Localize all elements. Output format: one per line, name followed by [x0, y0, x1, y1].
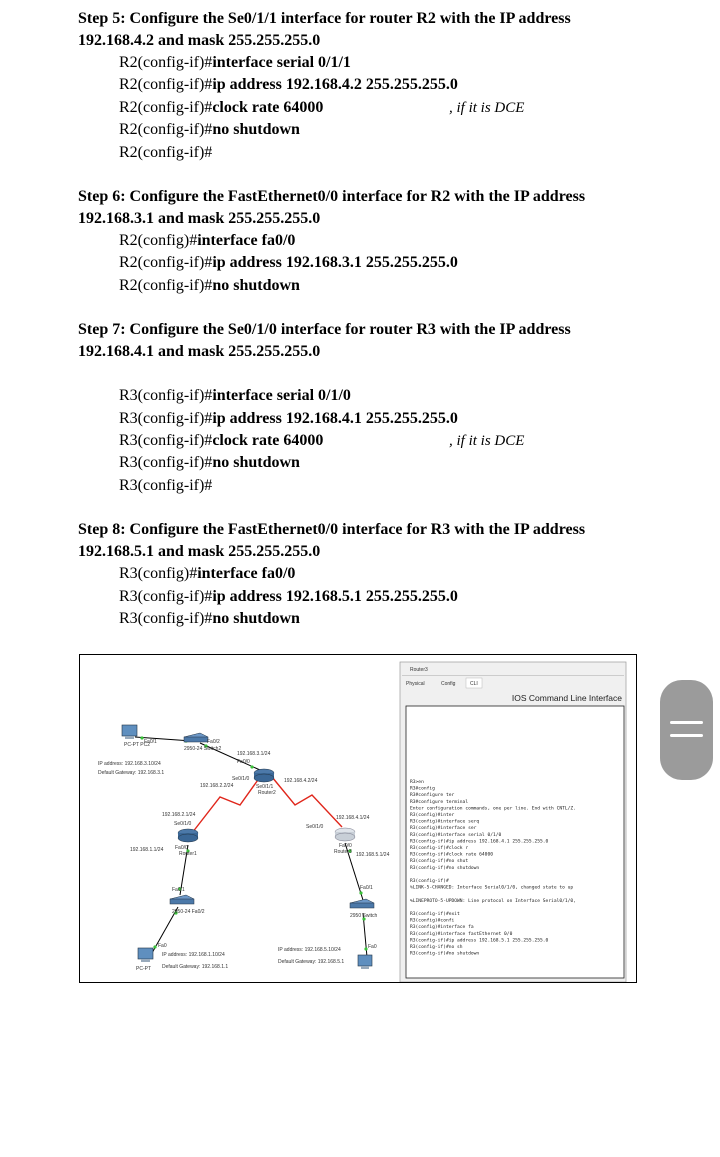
command-line: R3(config-if)#no shutdown: [119, 610, 300, 628]
tab-physical[interactable]: Physical: [406, 681, 425, 687]
cli-line: R3(config-if)#clock r: [410, 846, 469, 851]
command-line: R2(config-if)#ip address 192.168.4.2 255.255.255.0: [119, 76, 458, 94]
label: PC-PT PC2: [124, 742, 151, 748]
cli-window: [400, 662, 626, 982]
switch1-icon: [170, 895, 194, 904]
cli-line: R3(config-if)#no shutdown: [410, 951, 480, 957]
cli-panel-title: IOS Command Line Interface: [511, 693, 622, 703]
cli-line: R3(config-if)#ip address 192.168.5.1 255.255.255.0: [410, 938, 549, 944]
command-line: R3(config-if)#ip address 192.168.4.1 255.255.255.0: [119, 409, 458, 427]
command-line: R2(config-if)#: [119, 143, 213, 161]
cli-line: R3#config: [410, 786, 435, 792]
pc1-icon: [138, 948, 153, 962]
topology-diagram: [80, 655, 636, 982]
serial-link-r2-r3: [272, 777, 342, 827]
label: Default Gateway: 192.168.5.1: [278, 959, 345, 965]
cli-line: R3#configure terminal: [410, 799, 469, 805]
label: Fa0/0: [237, 759, 250, 765]
window-title: Router3: [410, 667, 428, 673]
command-line: R3(config)#interface fa0/0: [119, 565, 296, 583]
switch2-icon: [184, 733, 208, 742]
command-line: R2(config)#interface fa0/0: [119, 232, 296, 250]
label: 192.168.2.1/24: [162, 812, 196, 818]
command-line: R2(config-if)#ip address 192.168.3.1 255.255.255.0: [119, 254, 458, 272]
drag-handle-icon[interactable]: [660, 680, 713, 780]
pc2-icon: [122, 725, 137, 739]
cli-line: R3(config)#interface fa: [410, 925, 474, 931]
label: Router1: [179, 851, 197, 857]
step-heading: Step 6: Configure the FastEthernet0/0 interface for R2 with the IP address 192.168.3.1 and mask 255.255.255.0: [78, 188, 586, 228]
cli-line: R3(config)#inter: [410, 813, 455, 818]
command-line: R3(config-if)#: [119, 476, 213, 494]
label: Se0/1/1: [256, 784, 274, 790]
command-line: R2(config-if)#no shutdown: [119, 276, 300, 294]
command-line: R3(config-if)#interface serial 0/1/0: [119, 387, 351, 405]
label: Fa0: [158, 943, 167, 949]
label: Router3: [334, 849, 352, 855]
cli-line: R3>en: [410, 780, 424, 785]
label: Default Gateway: 192.168.1.1: [162, 964, 229, 970]
command-line: R3(config-if)#no shutdown: [119, 454, 300, 472]
cli-line: R3(config)#interface serial 0/1/0: [410, 832, 502, 838]
command-line: R3(config-if)#clock rate 64000 , if it is DCE: [78, 430, 638, 452]
step-heading: Step 8: Configure the FastEthernet0/0 interface for R3 with the IP address 192.168.5.1 and mask 255.255.255.0: [78, 521, 586, 561]
label: PC-PT: [136, 966, 151, 972]
label: 192.168.4.2/24: [284, 778, 318, 784]
cli-line: R3(config-if)#no shut: [410, 859, 469, 865]
command-line: R2(config-if)#clock rate 64000 , if it is DCE: [78, 97, 638, 119]
dce-note: , if it is DCE: [449, 433, 525, 450]
cli-line: R3#configure ter: [410, 793, 455, 799]
label: 192.168.2.2/24: [200, 783, 234, 789]
cli-line: R3(config-if)#no shutdown: [410, 865, 480, 871]
cli-line: R3(config)#confi: [410, 918, 455, 924]
cli-line: R3(config-if)#: [410, 879, 449, 884]
label: IP address: 192.168.1.10/24: [162, 952, 225, 958]
step-heading: Step 5: Configure the Se0/1/1 interface for router R2 with the IP address 192.168.4.2 and mask 255.255.255.0: [78, 10, 571, 49]
label: 192.168.5.1/24: [356, 852, 390, 858]
step-7: [78, 319, 638, 497]
cli-line: R3(config-if)#exit: [410, 912, 460, 917]
cli-line: R3(config-if)#clock rate 64000: [410, 852, 493, 858]
label: Fa0/2: [207, 739, 220, 745]
label: Fa0: [368, 944, 377, 950]
cli-line: R3(config)#interface fastEthernet 0/0: [410, 931, 513, 937]
label: Se0/1/0: [174, 821, 192, 827]
network-figure: [79, 654, 637, 983]
tab-config[interactable]: Config: [441, 681, 456, 687]
command-line: R2(config-if)#interface serial 0/1/1: [119, 54, 351, 71]
label: Se0/1/0: [306, 824, 324, 830]
label: 192.168.1.1/24: [130, 847, 164, 853]
label: 2950-24 Fa0/2: [172, 909, 205, 915]
pc3-icon: [358, 955, 372, 969]
label: Fa0/0: [175, 845, 188, 851]
cli-line: Enter configuration commands, one per line. End with CNTL/Z.: [410, 806, 576, 812]
label: IP address: 192.168.3.10/24: [98, 761, 161, 767]
router3-icon: [335, 828, 355, 841]
step-6: [78, 186, 638, 297]
dce-note: , if it is DCE: [449, 99, 525, 116]
label: 2950-24 Switch2: [184, 746, 222, 752]
cli-line: R3(config)#interface ser: [410, 826, 477, 832]
step-heading: Step 7: Configure the Se0/1/0 interface for router R3 with the IP address 192.168.4.1 and mask 255.255.255.0: [78, 321, 571, 361]
label: 2950 Switch: [350, 913, 378, 919]
label: 192.168.4.1/24: [336, 815, 370, 821]
switch3-icon: [350, 899, 374, 908]
label: Router2: [258, 790, 276, 796]
label: Fa0/1: [172, 887, 185, 893]
document-body: [78, 8, 638, 631]
label: Fa0/0: [339, 843, 352, 849]
cli-line: R3(config-if)#no sh: [410, 945, 463, 950]
cli-line: %LINEPROTO-5-UPDOWN: Line protocol on Interface Serial0/1/0,: [410, 898, 576, 904]
label: Fa0/1: [144, 739, 157, 745]
tab-cli[interactable]: CLI: [470, 681, 478, 687]
router2-icon: [254, 769, 274, 782]
command-line: R2(config-if)#no shutdown: [119, 121, 300, 139]
cli-line: R3(config-if)#ip address 192.168.4.1 255.255.255.0: [410, 839, 549, 845]
cli-line: %LINK-5-CHANGED: Interface Serial0/1/0, changed state to up: [410, 885, 574, 891]
router1-icon: [178, 829, 198, 842]
step-5: [78, 8, 638, 164]
command-line: R3(config-if)#ip address 192.168.5.1 255.255.255.0: [119, 587, 458, 605]
label: IP address: 192.168.5.10/24: [278, 947, 341, 953]
label: 192.168.3.1/24: [237, 751, 271, 757]
label: Fa0/1: [360, 885, 373, 891]
label: Se0/1/0: [232, 776, 250, 782]
step-8: [78, 519, 638, 630]
cli-line: R3(config)#interface serq: [410, 819, 480, 825]
label: Default Gateway: 192.168.3.1: [98, 770, 165, 776]
